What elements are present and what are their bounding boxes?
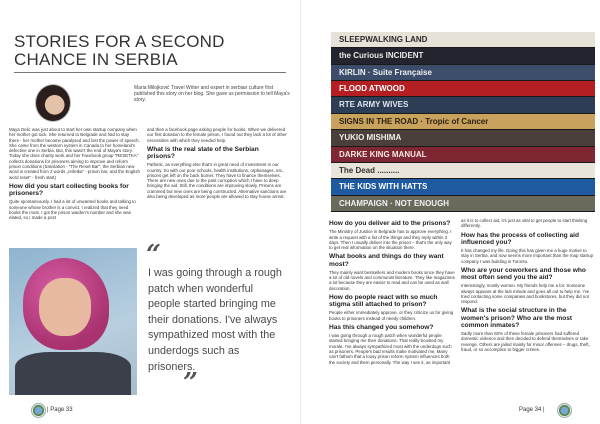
magazine-logo-icon — [557, 403, 572, 418]
book-spine: DARKE KING MANUAL — [331, 147, 595, 162]
left-column-2 — [147, 127, 287, 202]
interview-question: What is the real state of the Serbian prisons? — [147, 145, 259, 161]
close-quote-icon: ” — [183, 368, 198, 398]
body-paragraph: Sadly more than 60% of these female prisoners had suffered domestic violence and then decided to defend themselves or take revenge. Others are jailed mainly for minor offenses – drugs, theft, fraud, or so accomplice to bigger crimes. — [461, 331, 590, 352]
book-spine: CHAMPAIGN · NOT ENOUGH — [331, 196, 595, 211]
left-column-1 — [9, 127, 140, 224]
interview-question: What books and things do they want most? — [329, 253, 444, 268]
author-photo — [35, 84, 71, 122]
interview-question: How do you deliver aid to the prisons? — [329, 220, 451, 227]
body-paragraph: Pathetic, as everything else that's in great need of investment in our country. So with our poor schools, health institutions, orphanages, etc., prisons get left on the back burner. They have to finance themselves. There are new ones due to the past corruption which I have to deep bringing the aid. Still, the conditions are improving slowly. Prisons are crammed but new ones are being constructed. Alternative sanctions are also being developed as more people are allowed to stay house arrest. — [147, 162, 287, 200]
title-line-1: STORIES FOR A SECOND — [14, 32, 225, 51]
right-page — [300, 0, 600, 424]
interview-question: How has the process of collecting aid influenced you? — [461, 231, 579, 246]
author-bio: Maria Milojković Travel Writer and expert in serbian culture first published this story on her blog. She gave us permission to tell Maya's story. — [134, 85, 290, 104]
title-rule — [14, 72, 286, 73]
page-number: | Page 33 — [47, 407, 73, 413]
body-paragraph: The Ministry of Justice in Belgrade has to approve everything. I write a request with a list of the things and they reply within 3 days. Then I usually deliver into the prison – that's the only way to get real information on the situation there. — [329, 229, 452, 251]
book-spine: SLEEPWALKING LAND — [331, 32, 595, 47]
title-line-2: CHANCE IN SERBIA — [14, 50, 178, 69]
page-number: Page 34 | — [519, 407, 545, 413]
pull-quote: I was going through a rough patch when wonderful people started bringing me their donations. I've always sympathized most with the underdogs such as prisoners. — [148, 267, 282, 373]
body-paragraph: and then a facebook page asking people for books. When we delivered our first donation to the female prison, I found out they lack a lot of other necessities with which they needed help. — [147, 127, 287, 143]
portrait-face — [39, 278, 91, 336]
body-paragraph: Interestingly, mostly women. My friends help me a lot. Someone always appears at the last minute and goes all out to help me. I've tried contacting some companies and bookstores, but they did not respond. — [461, 283, 590, 305]
body-paragraph: It has changed my life. Doing this has given me a huge motive to stay in Serbia, and now seems more important than the map startup company I was building in Toronto. — [461, 248, 594, 264]
body-paragraph: Quite spontaneously. I had a lot of unwanted books and talking to someone whose brother is a convict, I realized that they need books the most. I got the prison warden's number and she was elated, so I made a post — [9, 199, 136, 221]
book-spine: FLOOD ATWOOD — [331, 81, 595, 96]
book-spine: RTE ARMY WIVES — [331, 97, 595, 112]
bookshelf-photo — [331, 32, 595, 212]
interview-question: Has this changed you somehow? — [329, 323, 434, 331]
magazine-logo-icon — [31, 403, 46, 418]
book-spine: YUKIO MISHIMA — [331, 130, 595, 145]
body-paragraph: People either immediately approve, or they criticize us for giving books to prisoners instead of needy children. — [329, 310, 454, 321]
right-column-2 — [461, 218, 595, 355]
book-spine: SIGNS IN THE ROAD · Tropic of Cancer — [331, 114, 595, 129]
maya-portrait-photo — [9, 248, 137, 395]
book-spine: THE KIDS WITH HATTS — [331, 179, 595, 194]
book-spine: KIRLIN · Suite Française — [331, 65, 595, 80]
interview-question: How do people react with so much stigma still attached to prison? — [329, 293, 438, 309]
portrait-shirt — [15, 352, 131, 395]
book-spine: The Dead .......... — [331, 163, 595, 178]
book-spine: the Curious INCIDENT — [331, 48, 595, 63]
interview-question: How did you start collecting books for prisoners? — [9, 182, 129, 198]
body-paragraph: I was going through a rough patch when wonderful people started bringing me their donations. That really boosted my morale. I've always sympathized most with the underdogs such as prisoners. People's bad results make motivated me. Many can't fathom that a lousy prison reform system influences both the society and them personally. The way I see it, as important — [329, 333, 452, 365]
body-paragraph: They mainly want bestsellers and modern books since they have a lot of old novels and communist literature. They like magazines a lot because they are easier to read and can be used as wall decoration. — [329, 269, 455, 291]
open-quote-icon: “ — [146, 240, 161, 270]
body-paragraph: as it is to collect aid, it's just as vital to get people to start thinking differently. — [461, 218, 588, 229]
right-column-1 — [329, 218, 455, 368]
body-paragraph: Maya Delic was just about to start her own startup company when her mother got sick. She returned to Belgrade and had to stay there - her mother became paralysed and lost the power of speech. She came from the western system in Canada to her homeland's defective one in Serbia. But, this wasn't the end of Maya's story. Today she does charity work and her Facebook group "RESETKA" collects donations for prisoners aiming to improve and reform prison conditions (translation - "The Reset Bar"; the Serbian new word is created from 2 words „rešetka" - prison bar, and the English word reset" - fresh start) — [9, 127, 140, 180]
article-title — [14, 33, 294, 69]
interview-question: Who are your coworkers and those who most often send you the aid? — [461, 266, 586, 282]
interview-question: What is the social structure in the women's prison? Who are the most common inmates? — [461, 307, 573, 329]
